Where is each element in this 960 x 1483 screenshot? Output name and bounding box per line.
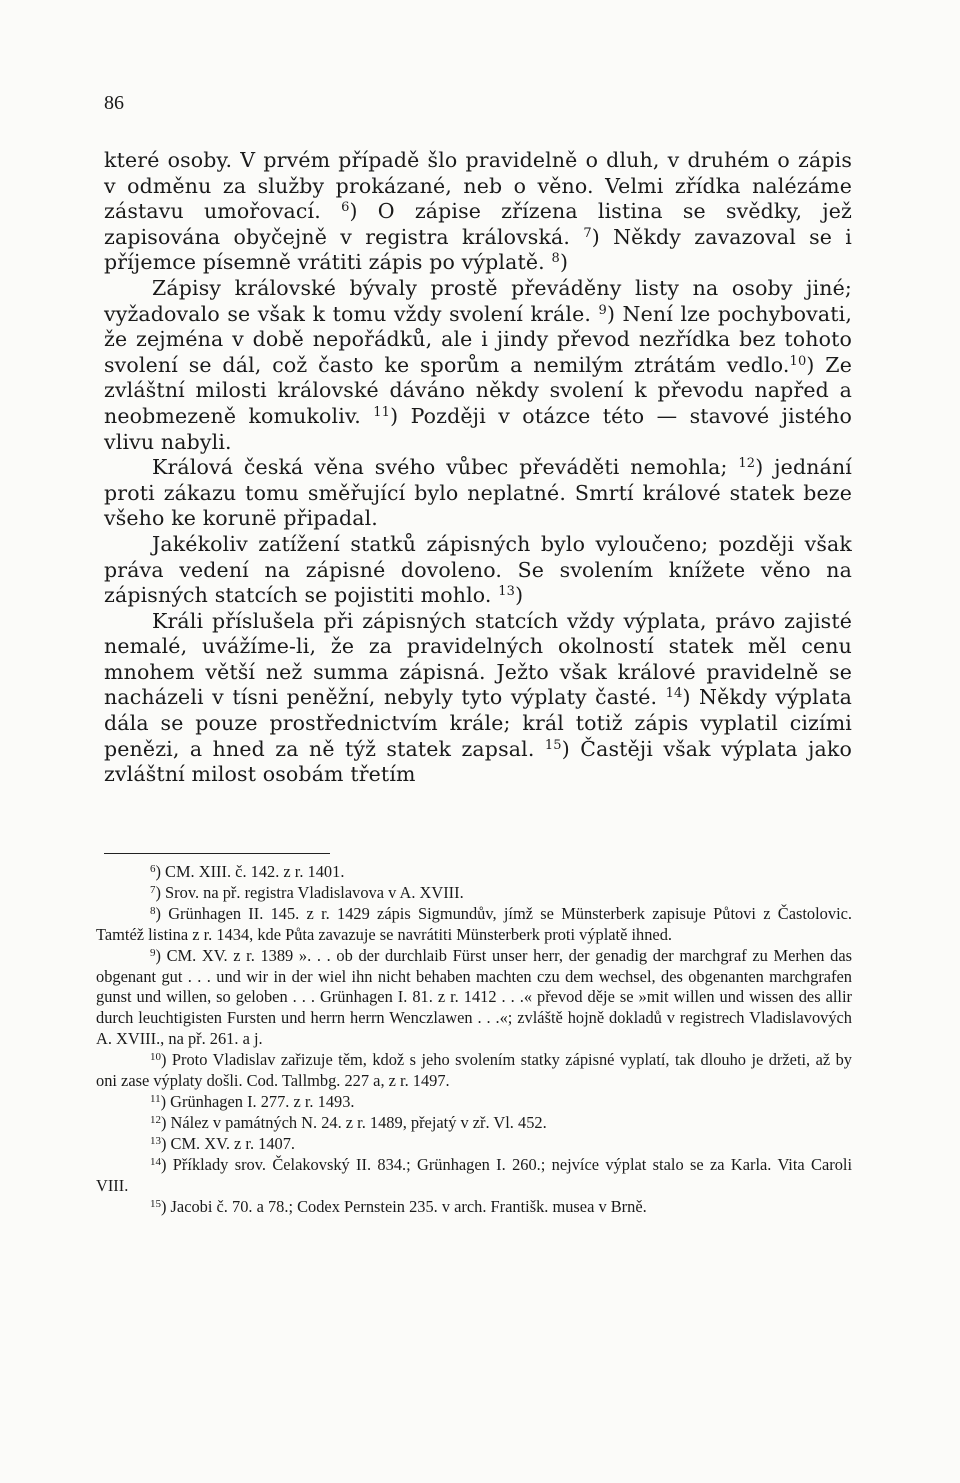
footnote-text: ) CM. XV. z r. 1389 ». . . ob der durchlaib Fürst unser herr, der genadig der marchgraf zu Merhen das obgenant gut . . . und wir in der wiel ihn nicht behaben machten czu dem wechsel, des obgenanten marchgrafen gunst und willen, so geloben . . . Grünhagen I. 81. z r. 1412 . . .« převod děje se »mit willen und wissen des allir durch leuchtigisten Fursten und herrn herrn Wenczlawen . . .«; zvláště hojně dokladů v registrech Vladislavových A. XVIII., na př. 261. a j. bbox=[96, 945, 852, 1049]
footnote-reference: 11 bbox=[373, 404, 391, 420]
footnote-number: 8 bbox=[150, 904, 156, 917]
footnote-reference: 6 bbox=[341, 200, 350, 216]
footnote-number: 6 bbox=[150, 863, 156, 875]
footnotes bbox=[96, 862, 852, 1217]
footnote-text: ) Nález v památných N. 24. z r. 1489, přejatý v zř. Vl. 452. bbox=[161, 1112, 547, 1132]
footnote-number: 10 bbox=[150, 1051, 161, 1064]
footnote bbox=[96, 1092, 852, 1113]
paragraph bbox=[104, 455, 852, 532]
text-segment: ) Někdy zavazoval se i příjemce písemně vrátiti zápis po výplatě. bbox=[104, 224, 852, 275]
text-segment: Jakékoliv zatížení statků zápisných bylo vyloučeno; později však práva vedení na zápisné dovoleno. Se svolením knížete věno na zápisných statcích se pojistiti mohlo. bbox=[104, 531, 852, 608]
text-segment: ) Někdy výplata dála se pouze prostřednictvím krále; král totiž zápis vyplatil cizími penězi, a hned za ně týž statek zapsal. bbox=[104, 685, 852, 761]
footnote bbox=[96, 1197, 852, 1218]
text-segment: ) Ze zvláštní milosti královské dáváno někdy svolení k převodu napřed a neobmezeně komukoliv. bbox=[104, 352, 852, 428]
footnote bbox=[96, 1134, 852, 1155]
footnote-text: ) Srov. na př. registra Vladislavova v A. XVIII. bbox=[155, 882, 464, 902]
footnote-reference: 15 bbox=[544, 737, 562, 753]
footnote-reference: 10 bbox=[789, 353, 807, 369]
text-segment: ) Častěji však výplata jako zvláštní milost osobám třetím bbox=[104, 736, 852, 787]
footnote bbox=[96, 1113, 852, 1134]
footnote-text: ) CM. XIII. č. 142. z r. 1401. bbox=[155, 862, 345, 881]
footnote-number: 14 bbox=[150, 1155, 161, 1168]
text-segment: Zápisy královské bývaly prostě převáděny listy na osoby jiné; vyžadovalo se však k tomu vždy svolení krále. bbox=[104, 275, 852, 326]
footnote-number: 15 bbox=[150, 1197, 161, 1210]
footnote-text: ) Grünhagen I. 277. z r. 1493. bbox=[160, 1091, 355, 1111]
footnote-reference: 12 bbox=[738, 456, 756, 472]
footnote-number: 7 bbox=[150, 883, 156, 896]
footnote-reference: 7 bbox=[583, 225, 592, 241]
footnote bbox=[96, 883, 852, 904]
footnote bbox=[96, 904, 852, 946]
footnote-number: 11 bbox=[150, 1092, 161, 1105]
text-segment: ) bbox=[559, 250, 569, 275]
main-text bbox=[104, 148, 852, 788]
paragraph bbox=[104, 276, 852, 455]
footnote bbox=[96, 1155, 852, 1197]
footnote-text: ) Příklady srov. Čelakovský II. 834.; Grünhagen I. 260.; nejvíce výplat stalo se za Karla. Vita Caroli VIII. bbox=[96, 1154, 852, 1195]
text-segment: které osoby. V prvém případě šlo pravidelně o dluh, v druhém o zápis v odměnu za služby prokázané, neb o věno. Velmi zřídka nalézáme zástavu umořovací. bbox=[104, 148, 852, 224]
footnote-text: ) Proto Vladislav zařizuje těm, kdož s jeho svolením statky zápisné vyplatí, tak dlouho je držeti, až by oni zase výplaty došli. Cod. Tallmbg. 227 a, z r. 1497. bbox=[96, 1050, 852, 1091]
text-segment: ) Později v otázce této — stavové jistého vlivu nabyli. bbox=[104, 403, 852, 454]
text-segment: ) O zápise zřízena listina se svědky, jež zapisována obyčejně v registra královská. bbox=[104, 199, 853, 249]
footnote-reference: 9 bbox=[598, 302, 607, 318]
footnote-reference: 14 bbox=[665, 686, 683, 702]
footnote bbox=[96, 946, 852, 1051]
footnote-number: 13 bbox=[150, 1134, 161, 1147]
footnote-text: ) Jacobi č. 70. a 78.; Codex Pernstein 235. v arch. Františk. musea v Brně. bbox=[161, 1196, 647, 1216]
footnote bbox=[96, 862, 852, 883]
footnote-number: 9 bbox=[150, 946, 156, 959]
footnote bbox=[96, 1050, 852, 1092]
footnote-text: ) Grünhagen II. 145. z r. 1429 zápis Sigmundův, jímž se Münsterberk zapisuje Půtovi z Častolovic. Tamtéž listina z r. 1434, kde Půta zavazuje se navrátiti Münsterberk proti výplatě ihned. bbox=[96, 903, 852, 944]
paragraph bbox=[104, 148, 852, 276]
footnote-number: 12 bbox=[150, 1113, 161, 1126]
text-segment: Králová česká věna svého vůbec převáděti nemohla; bbox=[152, 455, 739, 480]
text-segment: ) Není lze pochybovati, že zejména v době nepořádků, ale i jindy převod nezřídka bez tohoto svolení se dál, což často ke sporům a nemilým ztrátám vedlo. bbox=[104, 301, 852, 377]
paragraph bbox=[104, 532, 852, 609]
paragraph bbox=[104, 609, 852, 788]
text-segment: ) jednání proti zákazu tomu směřující bylo neplatné. Smrtí králové statek beze všeho ke korunë připadal. bbox=[104, 455, 852, 531]
footnote-reference: 8 bbox=[551, 251, 560, 267]
page-number: 86 bbox=[104, 92, 124, 114]
text-segment: Králi příslušela při zápisných statcích vždy výplata, právo zajisté nemalé, uvážíme-li, že za pravidelných okolností statek měl cenu mnohem větší než summa zápisná. Ježto však králové pravidelně se nacházeli v tísni peněžní, nebyly tyto výplaty časté. bbox=[104, 608, 852, 710]
footnote-divider bbox=[104, 853, 330, 854]
footnote-reference: 13 bbox=[498, 584, 516, 600]
footnote-text: ) CM. XV. z r. 1407. bbox=[161, 1133, 296, 1153]
text-segment: ) bbox=[515, 583, 524, 608]
